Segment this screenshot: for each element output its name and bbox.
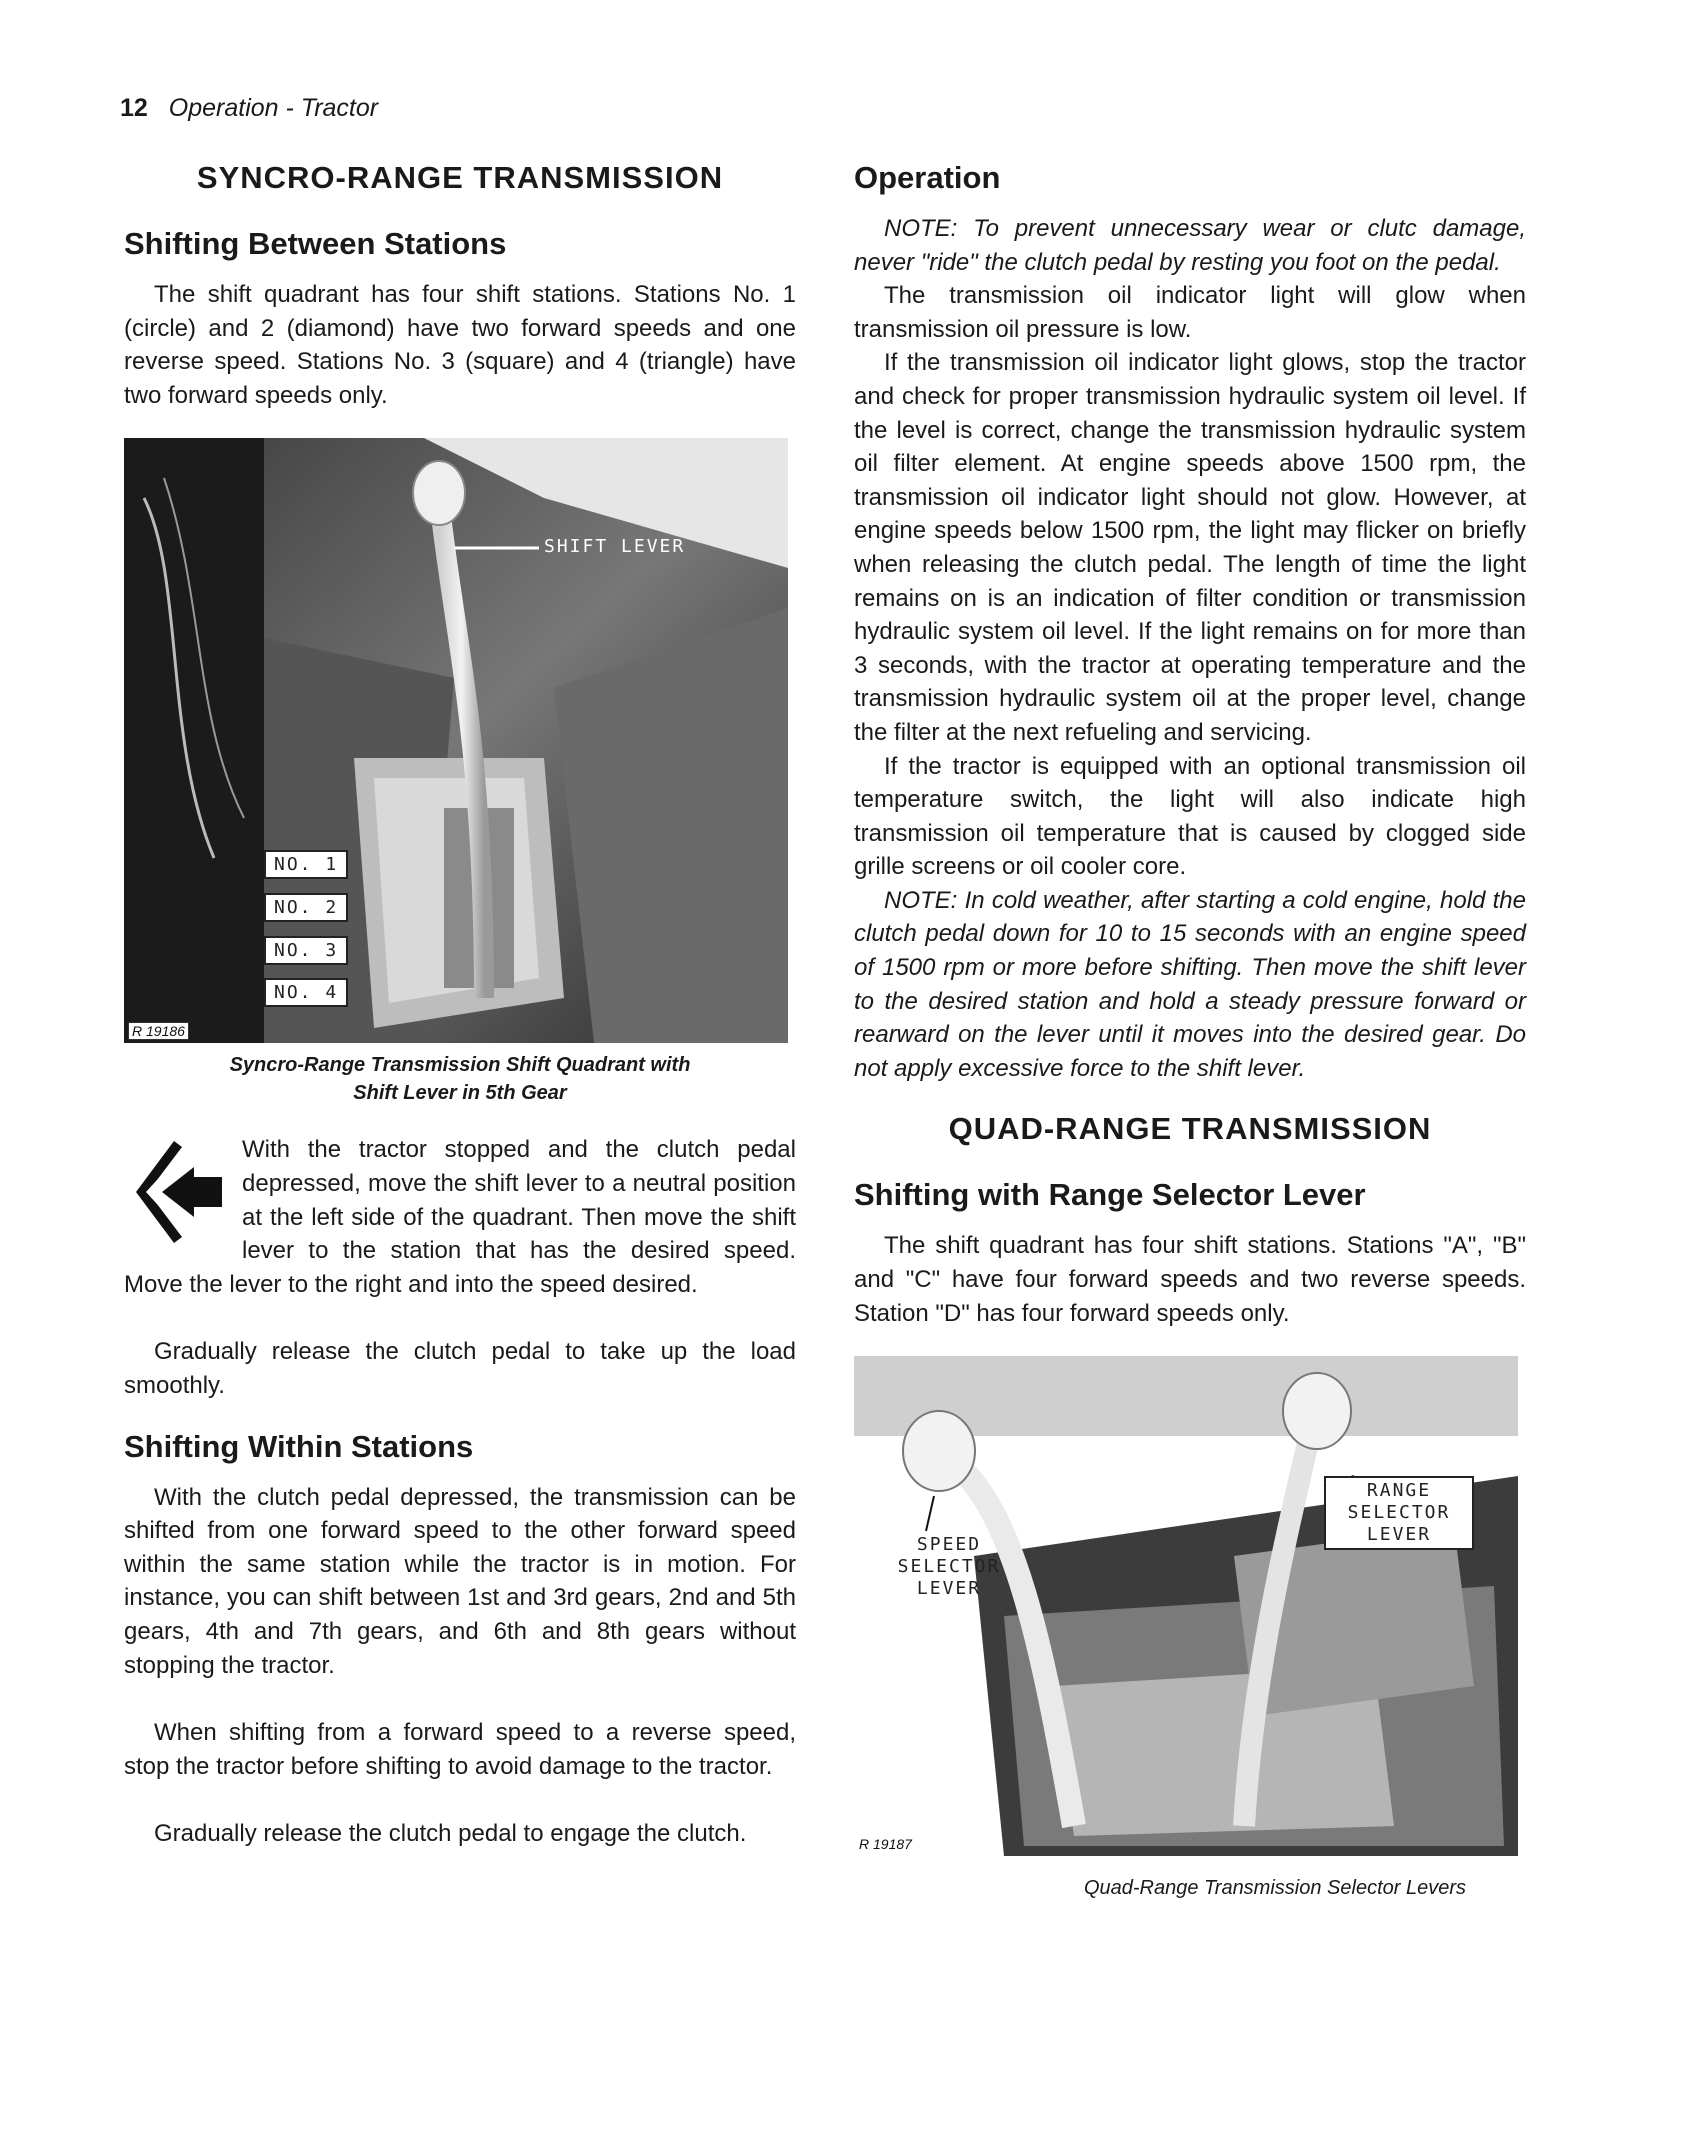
label-station-1: NO. 1 — [264, 850, 348, 879]
label-station-4: NO. 4 — [264, 978, 348, 1007]
paragraph: The shift quadrant has four shift stations. Stations "A", "B" and "C" have four forward speeds and two reverse speeds. Station "D" has four forward speeds only. — [854, 1232, 1526, 1327]
figure-caption — [124, 1051, 796, 1107]
subheading-within-stations: Shifting Within Stations — [124, 1428, 474, 1464]
paragraph: Gradually release the clutch pedal to take up the load smoothly. — [124, 1338, 796, 1399]
caption-line: Shift Lever in 5th Gear — [353, 1082, 567, 1105]
note: NOTE: To prevent unnecessary wear or clutc damage, never "ride" the clutch pedal by resting you foot on the pedal. — [854, 215, 1526, 276]
figure-caption: Quad-Range Transmission Selector Levers — [1083, 1877, 1466, 1900]
paragraph: With the clutch pedal depressed, the transmission can be shifted from one forward speed to the other forward speed within the same station while the tractor is in motion. For instance, you can shift between 1st and 3rd gears, 2nd and 5th gears, 4th and 7th gears, and 6th and 8th gears without stopping the tractor. — [124, 1483, 796, 1679]
note: NOTE: In cold weather, after starting a cold engine, hold the clutch pedal down for 10 to 15 seconds with an engine speed of 1500 rpm or more before shifting. Then move the shift lever to the desired station and hold a steady pressure forward or rearward on the lever until it moves into the desired gear. Do not apply excessive force to the shift lever. — [854, 886, 1526, 1082]
label-station-2: NO. 2 — [264, 893, 348, 922]
section-title-syncro: SYNCRO-RANGE TRANSMISSION — [196, 160, 724, 195]
figure-shift-quadrant — [124, 438, 796, 1107]
figure-reference-number: R 19186 — [128, 1022, 189, 1040]
callout-shift-lever: SHIFT LEVER — [544, 536, 686, 558]
section-title-quad: QUAD-RANGE TRANSMISSION — [948, 1111, 1432, 1147]
paragraph: If the transmission oil indicator light glows, stop the tractor and check for proper transmission hydraulic system oil level. If the level is correct, change the transmission hydraulic system oil filter element. At engine speeds above 1500 rpm, the transmission oil indicator light should not glow. However, at engine speeds below 1500 rpm, the light may flicker on briefly when releasing the clutch pedal. The length of time the light remains on is an indication of filter condition or transmission hydraulic system oil level. If the light remains on for more than 3 seconds, with the tractor at operating temperature and the transmission hydraulic system oil at the proper level, change the filter at the next refueling and servicing. — [854, 349, 1526, 746]
instruction-with-icon — [124, 1133, 796, 1301]
subheading-range-selector: Shifting with Range Selector Lever — [854, 1177, 1366, 1213]
running-title: Operation - Tractor — [168, 94, 379, 122]
figure-reference-number: R 19187 — [856, 1836, 915, 1852]
subheading-between-stations: Shifting Between Stations — [124, 226, 507, 261]
shift-direction-icon — [134, 1137, 224, 1247]
paragraph: With the tractor stopped and the clutch pedal depressed, move the shift lever to a neutral position at the left side of the quadrant. Then move the shift lever to the station that has the desired speed. Move the lever to the right and into the speed desired. — [124, 1136, 796, 1298]
photo-selector-levers — [854, 1356, 1518, 1866]
selector-levers-illustration — [854, 1356, 1518, 1866]
figure-selector-levers — [854, 1356, 1526, 1902]
page-number: 12 — [120, 94, 148, 122]
label-station-3: NO. 3 — [264, 936, 348, 965]
page-header — [120, 94, 378, 123]
shift-quadrant-illustration — [124, 438, 788, 1043]
right-column — [854, 160, 1526, 1902]
subheading-operation: Operation — [854, 160, 1001, 195]
paragraph: When shifting from a forward speed to a reverse speed, stop the tractor before shifting to avoid damage to the tractor. — [124, 1719, 796, 1780]
paragraph: If the tractor is equipped with an optional transmission oil temperature switch, the light will also indicate high transmission oil temperature that is caused by clogged side grille screens or oil cooler core. — [854, 752, 1526, 881]
callout-speed-selector: SPEED SELECTOR LEVER — [897, 1534, 1001, 1600]
paragraph: The transmission oil indicator light will glow when transmission oil pressure is low. — [854, 282, 1526, 343]
callout-range-selector: RANGE SELECTOR LEVER — [1324, 1476, 1474, 1550]
paragraph: The shift quadrant has four shift stations. Stations No. 1 (circle) and 2 (diamond) have two forward speeds and one reverse speed. Stations No. 3 (square) and 4 (triangle) have two forward speeds only. — [124, 281, 796, 409]
photo-shift-quadrant — [124, 438, 788, 1043]
left-column — [124, 160, 796, 1851]
caption-line: Syncro-Range Transmission Shift Quadrant with — [229, 1054, 691, 1077]
paragraph: Gradually release the clutch pedal to engage the clutch. — [154, 1820, 747, 1848]
